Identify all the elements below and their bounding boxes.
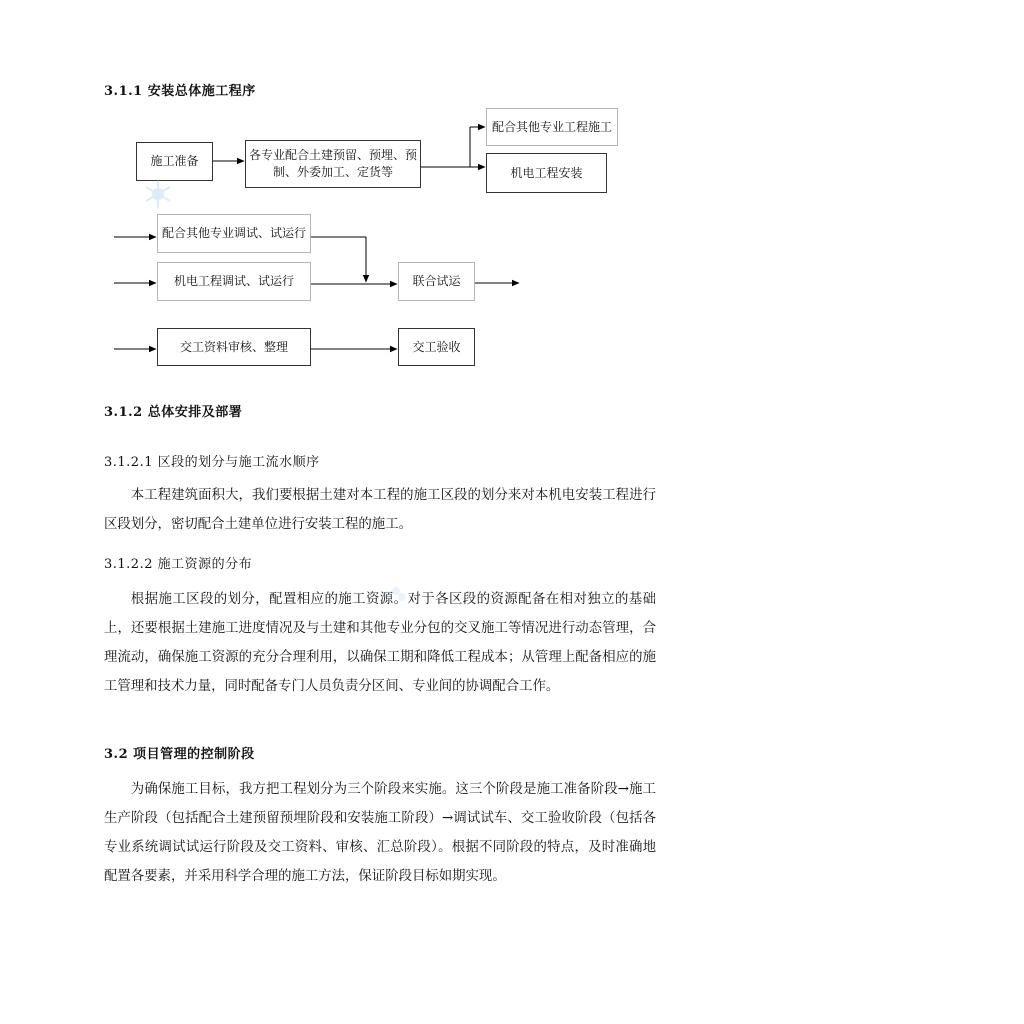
watermark-snowflake-icon xyxy=(142,178,174,210)
heading-3-1-2-1: 3.1.2.1 区段的划分与施工流水顺序 xyxy=(104,455,320,470)
paragraph-section-division: 本工程建筑面积大，我们要根据土建对本工程的施工区段的划分来对本机电安装工程进行区段划分，密切配合土建单位进行安装工程的施工。 xyxy=(104,488,656,532)
box-other-commission: 配合其他专业调试、试运行 xyxy=(157,214,311,253)
flowchart-arrows xyxy=(0,0,1024,420)
box-coordinate-line1: 各专业配合土建预留、预埋、预 xyxy=(249,148,418,162)
heading-3-1-2-2: 3.1.2.2 施工资源的分布 xyxy=(104,557,253,572)
box-other-construction: 配合其他专业工程施工 xyxy=(486,108,618,146)
box-coordinate-line2: 制、外委加工、定货等 xyxy=(272,165,393,179)
watermark-icon xyxy=(380,583,410,607)
box-joint-trial: 联合试运 xyxy=(398,262,475,301)
box-docs-review: 交工资料审核、整理 xyxy=(157,328,311,366)
heading-3-1-1: 3.1.1 安装总体施工程序 xyxy=(104,84,256,99)
paragraph-control-stages: 为确保施工目标，我方把工程划分为三个阶段来实施。这三个阶段是施工准备阶段→施工生产阶段（包括配合土建预留预埋阶段和安装施工阶段）→调试试车、交工验收阶段（包括各专业系统调试试运行阶段及交工资料、审核、汇总阶段）。根据不同阶段的特点，及时准确地配置各要素，并采用科学合理的施工方法，保证阶段目标如期实现。 xyxy=(104,782,656,884)
heading-3-2: 3.2 项目管理的控制阶段 xyxy=(104,747,255,762)
heading-3-1-2: 3.1.2 总体安排及部署 xyxy=(104,405,243,420)
box-prep: 施工准备 xyxy=(136,142,213,181)
box-mep-install: 机电工程安装 xyxy=(486,153,607,193)
box-mep-commission: 机电工程调试、试运行 xyxy=(157,262,311,301)
box-handover: 交工验收 xyxy=(398,328,475,366)
paragraph-resource-distribution: 根据施工区段的划分，配置相应的施工资源。对于各区段的资源配备在相对独立的基础上，还要根据土建施工进度情况及与土建和其他专业分包的交叉施工等情况进行动态管理，合理流动，确保施工资源的充分合理利用，以确保工期和降低工程成本；从管理上配备相应的施工管理和技术力量，同时配备专门人员负责分区间、专业间的协调配合工作。 xyxy=(104,592,656,694)
box-coordinate xyxy=(245,140,421,188)
